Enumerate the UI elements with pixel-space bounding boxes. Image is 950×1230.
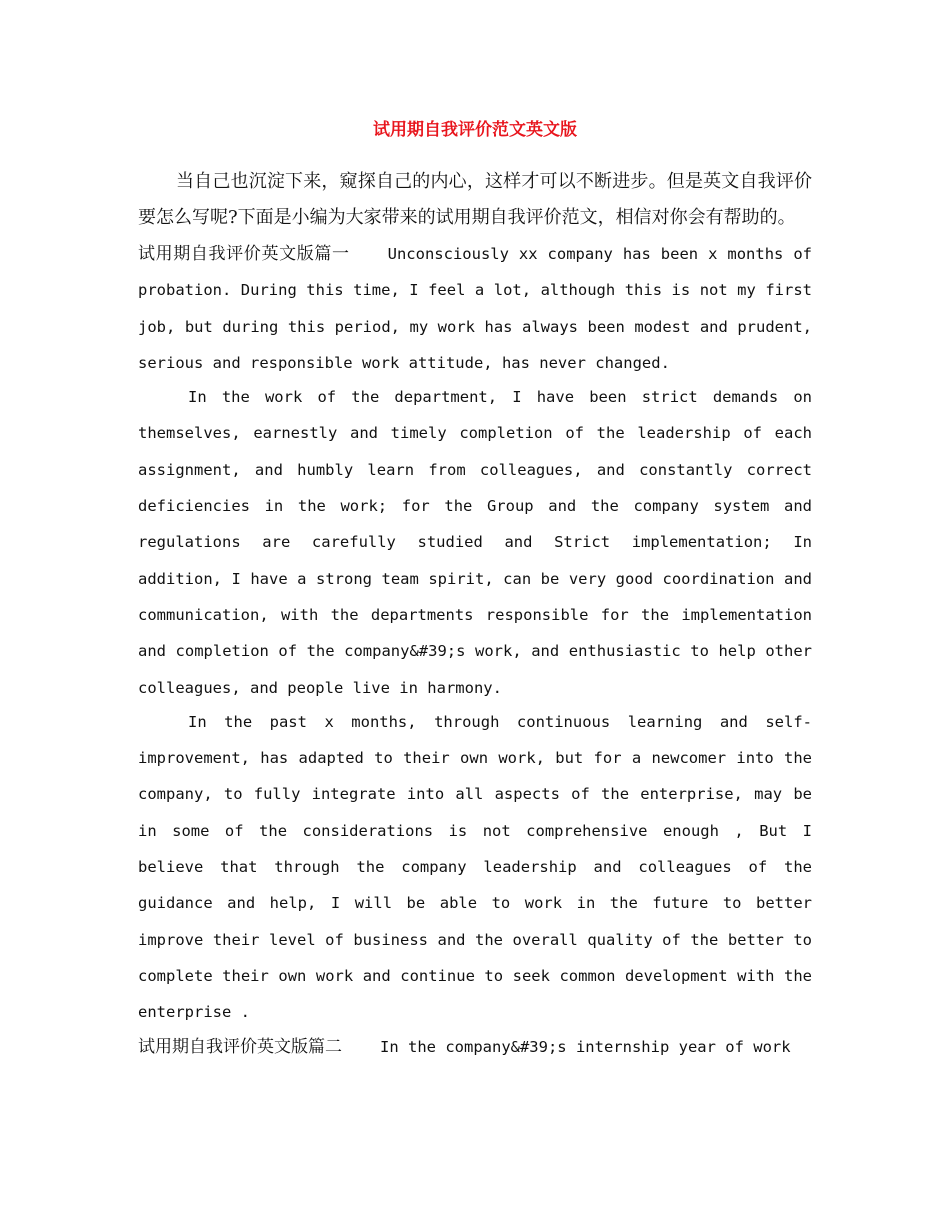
section2-paragraph-1-text: In the company&#39;s internship year of work bbox=[380, 1037, 791, 1056]
section1-paragraph-1-text: Unconsciously xx company has been x months of probation. During this time, I feel a lot, although this is not my first job, but during this period, my work has always been modest and prudent, serious and responsible work attitude, has never changed. bbox=[138, 245, 812, 372]
section1-heading: 试用期自我评价英文版篇一 bbox=[138, 244, 350, 264]
section1-paragraph-2: In the work of the department, I have been strict demands on themselves, earnestly and timely completion of the leadership of each assignment, and humbly learn from colleagues, and constantly correct deficiencies in the work; for the Group and the company system and regulations are carefully studied and Strict implementation; In addition, I have a strong team spirit, can be very good coordination and communication, with the departments responsible for the implementation and completion of the company&#39;s work, and enthusiastic to help other colleagues, and people live in harmony. bbox=[138, 388, 812, 697]
document-title: 试用期自我评价范文英文版 bbox=[373, 120, 577, 140]
intro-paragraph: 当自己也沉淀下来，窥探自己的内心，这样才可以不断进步。但是英文自我评价要怎么写呢?下面是小编为大家带来的试用期自我评价范文，相信对你会有帮助的。 bbox=[138, 171, 812, 228]
section2-heading: 试用期自我评价英文版篇二 bbox=[138, 1036, 342, 1057]
section1-paragraph-3: In the past x months, through continuous learning and self-improvement, has adapted to their own work, but for a newcomer into the company, to fully integrate into all aspects of the enterprise, may be in some of the considerations is not comprehensive enough , But I believe that through the company leadership and colleagues of the guidance and help, I will be able to work in the future to better improve their level of business and the overall quality of the better to complete their own work and continue to seek common development with the enterprise . bbox=[138, 712, 812, 1022]
section2-first-paragraph bbox=[138, 1029, 812, 1065]
section1-first-paragraph bbox=[138, 236, 812, 381]
document-page bbox=[138, 118, 812, 1065]
